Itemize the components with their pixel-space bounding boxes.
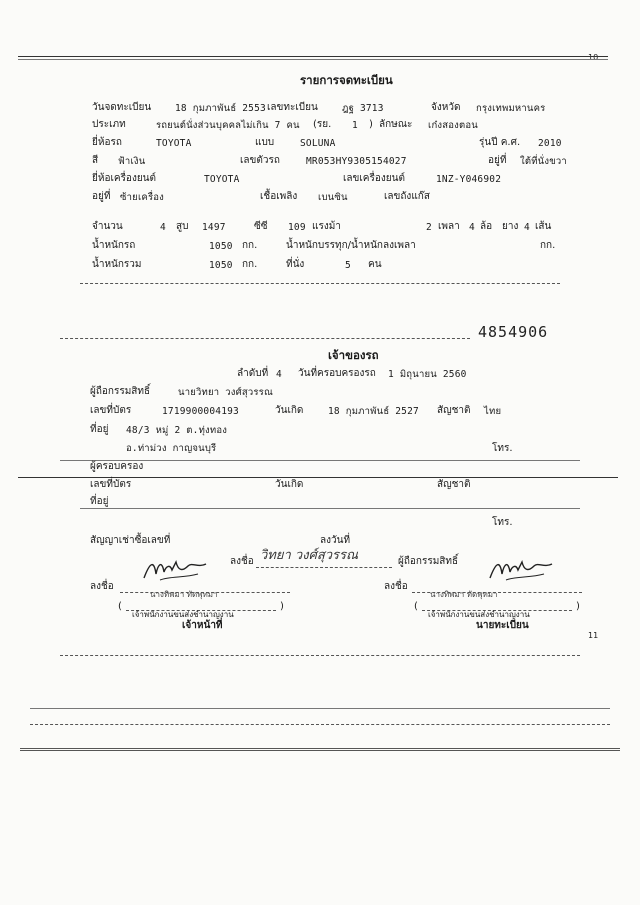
page-number-bottom: 11 [588, 631, 599, 640]
fuel-label: เชื้อเพลิง [260, 191, 298, 202]
hp-unit: แรงม้า [312, 221, 341, 232]
page-number-top: 10 [588, 53, 599, 62]
color-label: สี [92, 155, 99, 166]
order-value: 4 [276, 369, 282, 380]
chassis-value: MR053HY9305154027 [306, 156, 407, 167]
seats-unit: คน [368, 259, 382, 270]
year-label: รุ่นปี ค.ศ. [479, 137, 521, 148]
possessor-id-label: เลขที่บัตร [90, 479, 132, 490]
possession-date-value: 1 มิถุนายน 2560 [388, 369, 467, 380]
dob-value: 18 กุมภาพันธ์ 2527 [328, 406, 419, 417]
address-line-2: อ.ท่าม่วง กาญจนบุรี [126, 443, 217, 454]
registration-date-value: 18 กุมภาพันธ์ 2553 [175, 103, 266, 114]
divider-dashed-2 [60, 338, 470, 339]
bottom-line-1 [30, 708, 610, 709]
bottom-line-2 [30, 724, 610, 725]
possessor-dob-label: วันเกิด [275, 479, 304, 490]
possessor-phone-label: โทร. [492, 517, 513, 528]
nationality-label: สัญชาติ [437, 405, 471, 416]
serial-number: 4854906 [478, 323, 549, 341]
possession-date-label: วันที่ครอบครองรถ [298, 368, 376, 379]
cylinder-label: จำนวน [92, 221, 123, 232]
rs-close: ) [369, 119, 373, 130]
possessor-label: ผู้ครอบครอง [90, 461, 144, 472]
engine-no-label: เลขเครื่องยนต์ [343, 173, 405, 184]
owner-sign-label: ลงชื่อ [230, 556, 254, 567]
bottom-dashed-line [60, 655, 580, 656]
engine-at-value: ซ้ายเครื่อง [120, 192, 164, 203]
vehicle-type-label: ประเภท [92, 119, 126, 130]
right-paren-open: ( [414, 601, 418, 612]
weight-label: น้ำหนักรถ [92, 240, 136, 251]
province-value: กรุงเทพมหานคร [476, 103, 546, 114]
gas-tank-label: เลขถังแก๊ส [384, 191, 430, 202]
address-line-1: 48/3 หมู่ 2 ต.ทุ่งทอง [126, 425, 228, 436]
bottom-double-line [20, 748, 620, 751]
model-value: SOLUNA [300, 138, 336, 149]
right-officer-title: เจ้าพนักงานขนส่งชำนาญงาน [428, 610, 530, 619]
tire-value: 4 [524, 222, 530, 233]
gross-weight-label: น้ำหนักรวม [92, 259, 142, 270]
order-label: ลำดับที่ [237, 368, 269, 379]
seats-value: 5 [345, 260, 351, 271]
style-label: ลักษณะ [379, 119, 413, 130]
reg-no-value: ฎฐ 3713 [342, 103, 384, 114]
top-border-line-2 [18, 59, 608, 60]
engine-at-label: อยู่ที่ [92, 191, 111, 202]
top-border-line [18, 56, 608, 57]
page-title: รายการจดทะเบียน [300, 73, 393, 87]
style-value: เก๋งสองตอน [428, 120, 478, 131]
weight-value: 1050 [209, 241, 233, 252]
dob-label: วันเกิด [275, 405, 304, 416]
weight-unit: กก. [242, 240, 258, 251]
left-officer-role: เจ้าหน้าที่ [182, 620, 223, 631]
axle-value: 2 [426, 222, 432, 233]
model-label: แบบ [255, 137, 275, 148]
left-paren-close: ) [280, 601, 284, 612]
engine-brand-value: TOYOTA [204, 174, 240, 185]
hp-value: 109 [288, 222, 306, 233]
rs-value: 1 [352, 120, 358, 131]
cc-unit: ซีซี [254, 221, 268, 232]
gross-weight-value: 1050 [209, 260, 233, 271]
lease-date-label: ลงวันที่ [320, 535, 351, 546]
axle-unit: เพลา [438, 221, 460, 232]
owner-heading: เจ้าของรถ [328, 348, 379, 362]
chassis-at-value: ใต้ที่นั่งขวา [520, 156, 567, 167]
right-sign-label: ลงชื่อ [384, 581, 408, 592]
color-value: ฟ้าเงิน [118, 156, 146, 167]
engine-brand-label: ยี่ห้อเครื่องยนต์ [92, 173, 157, 184]
wheel-value: 4 [469, 222, 475, 233]
holder-sign-label: ผู้ถือกรรมสิทธิ์ [398, 556, 459, 567]
vehicle-type-value: รถยนต์นั่งส่วนบุคคลไม่เกิน 7 คน [156, 120, 300, 131]
engine-no-value: 1NZ-Y046902 [436, 174, 502, 185]
address-label: ที่อยู่ [90, 424, 109, 435]
left-officer-name: นางทิพมา ทัดพุทมา [150, 590, 218, 599]
possessor-bottom-line [80, 508, 580, 509]
officer-signature-left [140, 556, 210, 584]
owner-sign-line [256, 567, 392, 568]
load-unit: กก. [540, 240, 556, 251]
load-label: น้ำหนักบรรทุก/น้ำหนักลงเพลา [286, 240, 416, 251]
rs-label: (รย. [313, 119, 332, 130]
possessor-nationality-label: สัญชาติ [437, 479, 471, 490]
right-officer-name: นางทิพมา ทัดพุทมา [430, 590, 498, 599]
cc-value: 1497 [202, 222, 226, 233]
right-officer-role: นายทะเบียน [476, 620, 529, 631]
registration-date-label: วันจดทะเบียน [92, 102, 152, 113]
brand-value: TOYOTA [156, 138, 192, 149]
divider-dashed-1 [80, 283, 560, 284]
holder-label: ผู้ถือกรรมสิทธิ์ [90, 386, 151, 397]
cylinder-value: 4 [160, 222, 166, 233]
chassis-label: เลขตัวรถ [240, 155, 280, 166]
reg-no-label: เลขทะเบียน [267, 102, 318, 113]
left-paren-open: ( [118, 601, 122, 612]
id-label: เลขที่บัตร [90, 405, 132, 416]
right-paren-close: ) [576, 601, 580, 612]
tire-unit: เส้น [535, 221, 552, 232]
id-value: 1719900004193 [162, 406, 239, 417]
brand-label: ยี่ห้อรถ [92, 137, 122, 148]
province-label: จังหวัด [431, 102, 461, 113]
gross-weight-unit: กก. [242, 259, 258, 270]
possessor-divider [18, 477, 618, 478]
wheel-unit: ล้อ [480, 221, 493, 232]
holder-value: นายวิทยา วงศ์สุวรรณ [178, 387, 273, 398]
seats-label: ที่นั่ง [286, 259, 305, 270]
lease-contract-label: สัญญาเช่าซื้อเลขที่ [90, 535, 171, 546]
tire-label: ยาง [502, 221, 519, 232]
left-officer-title: เจ้าพนักงานขนส่งชำนาญงาน [132, 610, 234, 619]
nationality-value: ไทย [484, 406, 502, 417]
phone-label: โทร. [492, 443, 513, 454]
holder-signature-right [486, 556, 556, 584]
left-sign-label: ลงชื่อ [90, 581, 114, 592]
cylinder-unit: สูบ [176, 221, 189, 232]
owner-handwritten-name: วิทยา วงศ์สุวรรณ [260, 548, 359, 563]
fuel-value: เบนซิน [318, 192, 348, 203]
year-value: 2010 [538, 138, 562, 149]
chassis-at-label: อยู่ที่ [488, 155, 507, 166]
possessor-address-label: ที่อยู่ [90, 496, 109, 507]
